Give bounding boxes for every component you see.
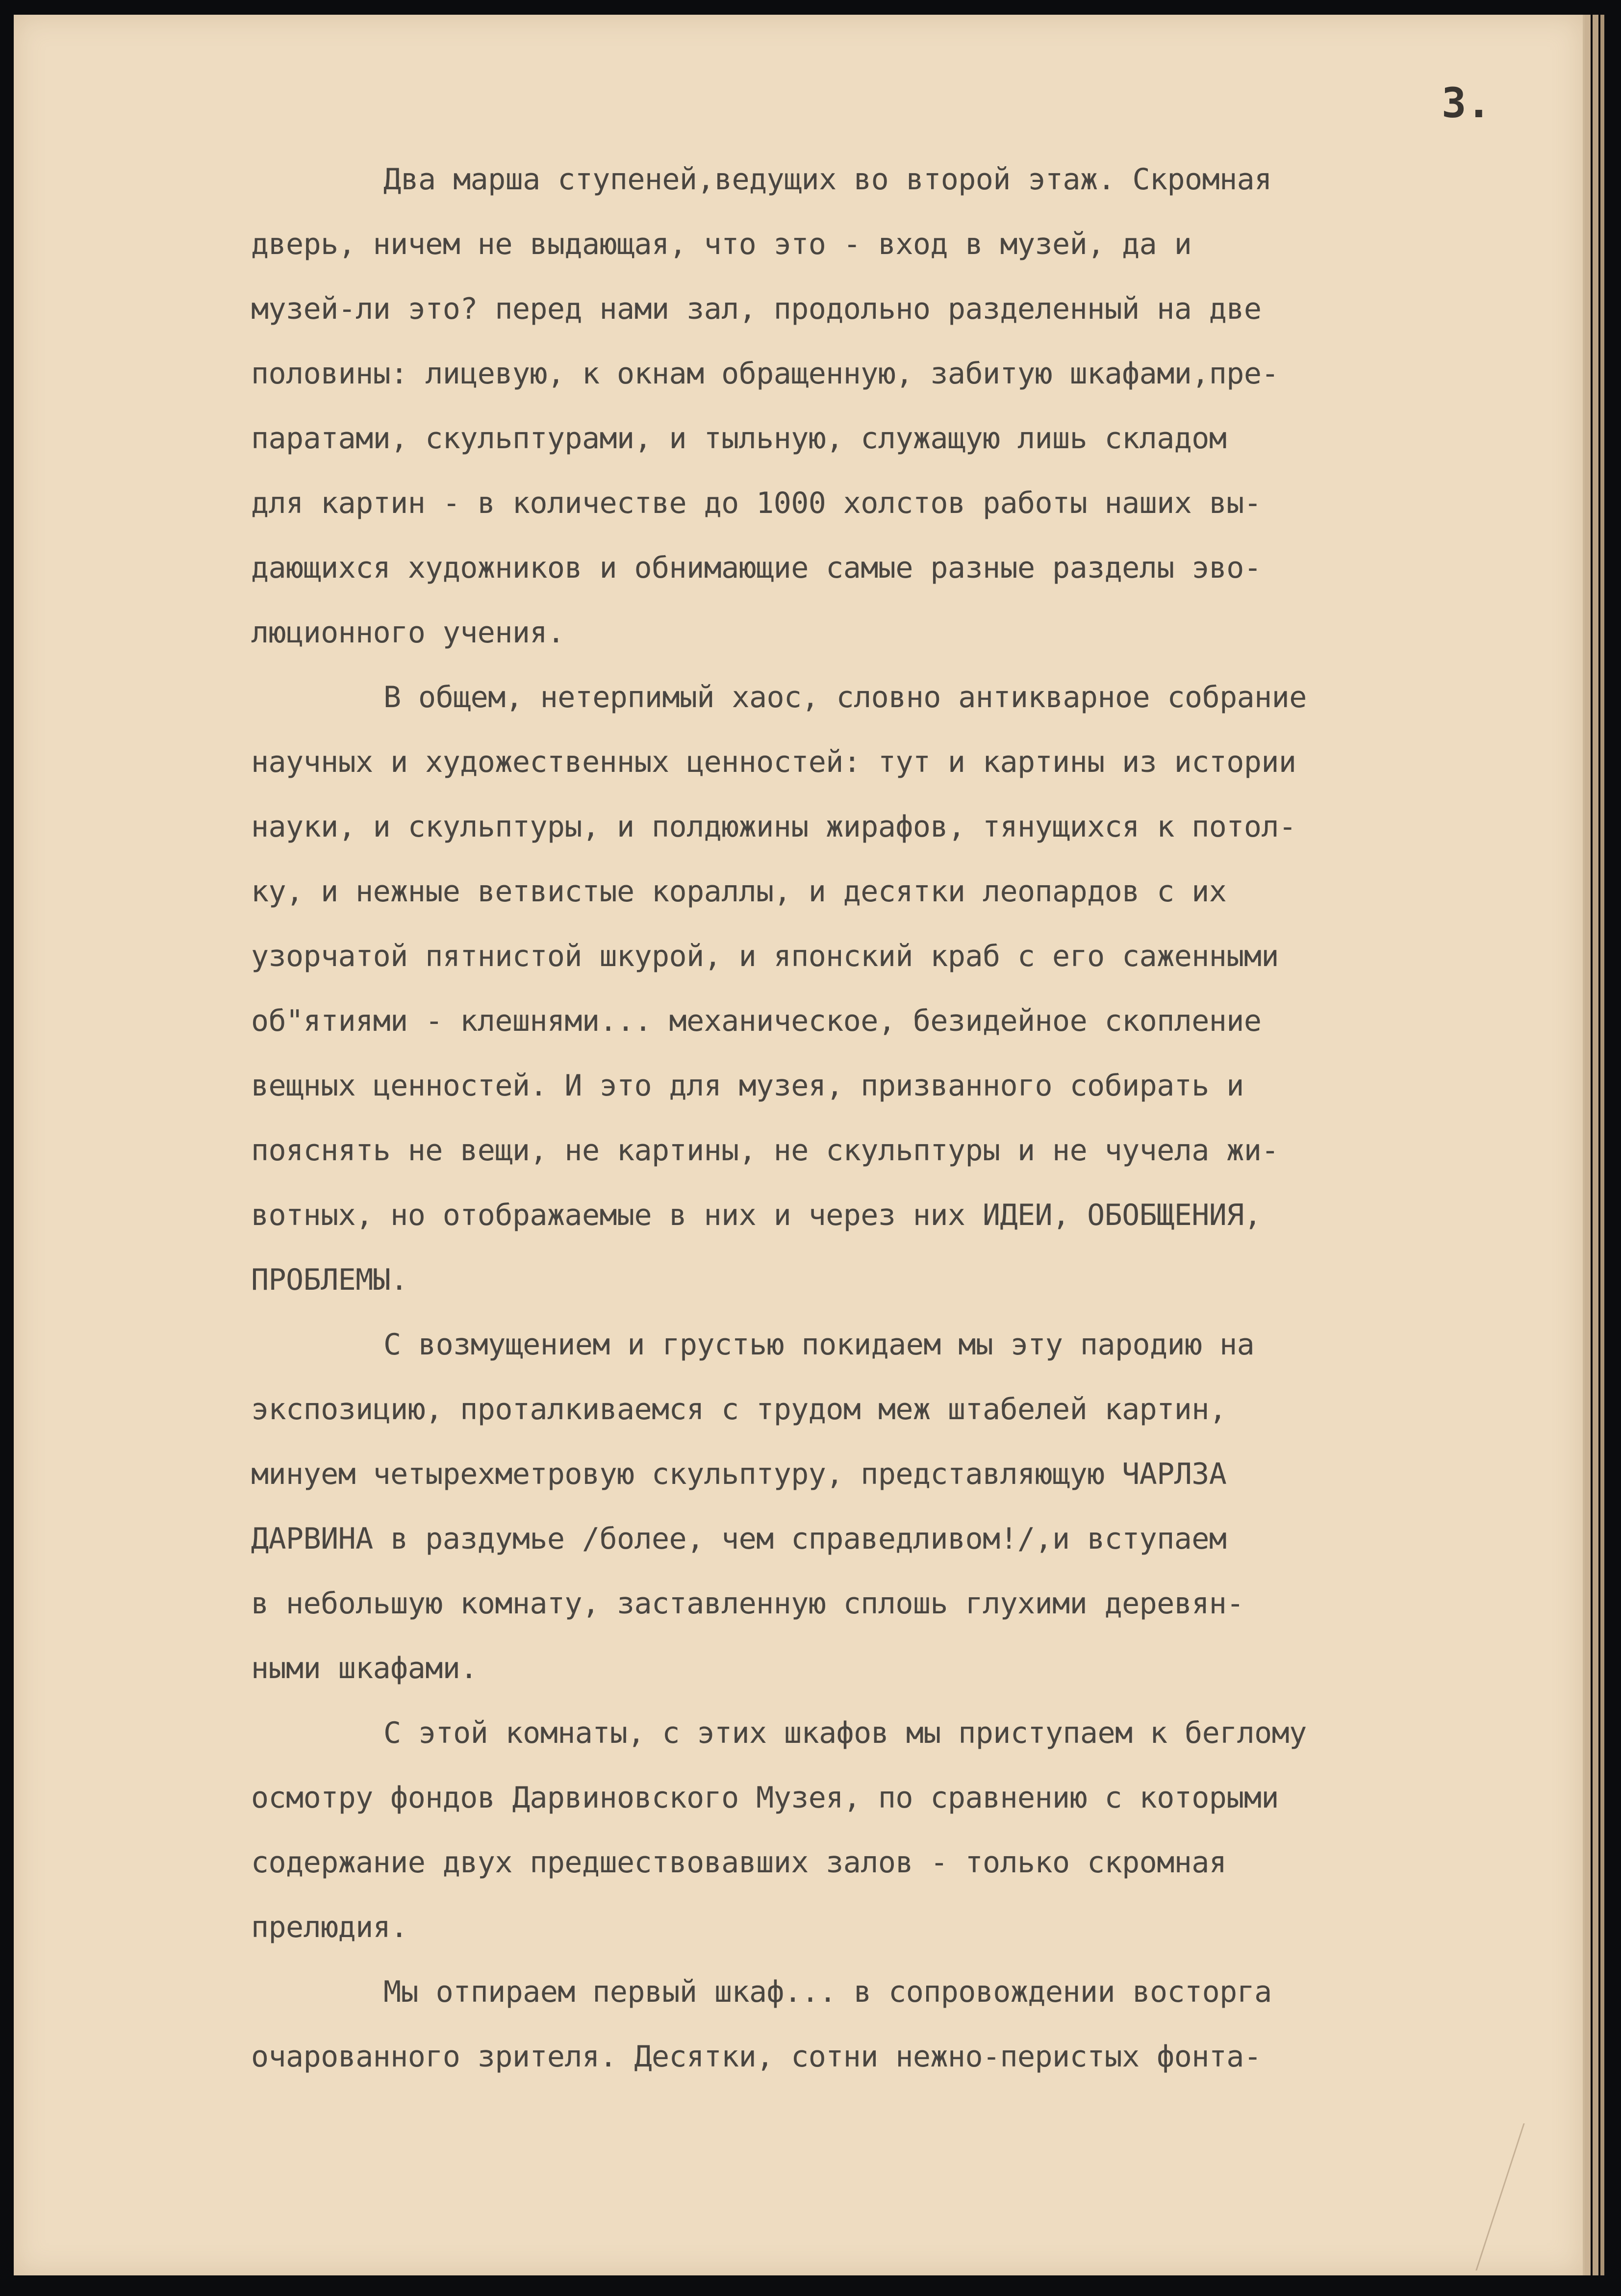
text-line: ными шкафами. — [251, 1651, 478, 1685]
text-line: минуем четырехметровую скульптуру, представляющую ЧАРЛЗА — [251, 1457, 1227, 1491]
text-line: осмотру фондов Дарвиновского Музея, по сравнению с которыми — [251, 1781, 1279, 1815]
text-line: вотных, но отображаемые в них и через них ИДЕИ, ОБОБЩЕНИЯ, — [251, 1198, 1262, 1232]
text-line: В общем, нетерпимый хаос, словно антикварное собрание — [383, 680, 1307, 714]
page-stack-edge — [1600, 15, 1604, 2275]
text-line: ДАРВИНА в раздумье /более, чем справедливом!/,и вступаем — [251, 1522, 1227, 1556]
document-body — [251, 147, 1550, 2089]
text-line: Два марша ступеней,ведущих во второй этаж. Скромная — [383, 162, 1272, 197]
text-line: научных и художественных ценностей: тут и картины из истории — [251, 745, 1296, 779]
text-line: содержание двух предшествовавших залов - только скромная — [251, 1845, 1227, 1880]
text-line: половины: лицевую, к окнам обращенную, забитую шкафами,пре- — [251, 357, 1279, 391]
text-line: узорчатой пятнистой шкурой, и японский краб с его саженными — [251, 939, 1279, 973]
text-line: люционного учения. — [251, 615, 565, 650]
text-line: пояснять не вещи, не картины, не скульптуры и не чучела жи- — [251, 1133, 1279, 1168]
text-line: дающихся художников и обнимающие самые разные разделы эво- — [251, 551, 1262, 585]
text-line: об"ятиями - клешнями... механическое, безидейное скопление — [251, 1004, 1262, 1038]
text-line: науки, и скульптуры, и полдюжины жирафов, тянущихся к потол- — [251, 810, 1296, 844]
paragraph — [251, 1312, 1550, 1701]
paragraph — [251, 1960, 1550, 2089]
text-line: С возмущением и грустью покидаем мы эту пародию на — [383, 1327, 1255, 1362]
text-line: Мы отпираем первый шкаф... в сопровождении восторга — [383, 1975, 1272, 2009]
page-corner-fold — [1475, 2123, 1603, 2270]
paragraph — [251, 1701, 1550, 1960]
text-line: вещных ценностей. И это для музея, призванного собирать и — [251, 1069, 1244, 1103]
text-line: в небольшую комнату, заставленную сплошь глухими деревян- — [251, 1586, 1244, 1621]
page-stack-edge — [1585, 15, 1591, 2275]
page-stack-edge — [1593, 15, 1598, 2275]
text-line: ПРОБЛЕМЫ. — [251, 1263, 408, 1297]
paragraph — [251, 665, 1550, 1312]
text-line: очарованного зрителя. Десятки, сотни нежно-перистых фонта- — [251, 2040, 1262, 2074]
text-line: С этой комнаты, с этих шкафов мы приступаем к беглому — [383, 1716, 1307, 1750]
text-line: паратами, скульптурами, и тыльную, служащую лишь складом — [251, 421, 1227, 456]
text-line: прелюдия. — [251, 1910, 408, 1944]
text-line: дверь, ничем не выдающая, что это - вход в музей, да и — [251, 227, 1192, 261]
paragraph — [251, 147, 1550, 665]
text-line: музей-ли это? перед нами зал, продольно разделенный на две — [251, 292, 1262, 326]
page-number: 3. — [1442, 79, 1492, 127]
text-line: экспозицию, проталкиваемся с трудом меж штабелей картин, — [251, 1392, 1227, 1427]
text-line: ку, и нежные ветвистые кораллы, и десятки леопардов с их — [251, 874, 1227, 909]
text-line: для картин - в количестве до 1000 холстов работы наших вы- — [251, 486, 1262, 520]
